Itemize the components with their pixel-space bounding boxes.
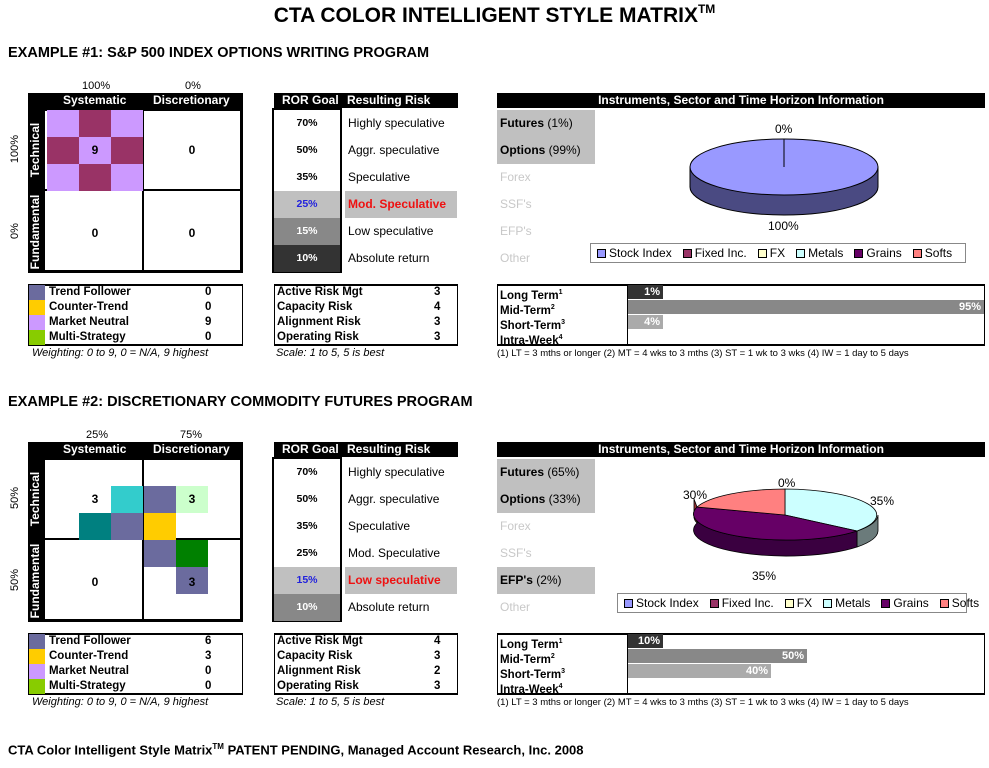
- style-matrix-header: Systematic Discretionary: [28, 442, 243, 457]
- ror-header: ROR Goal Resulting Risk: [274, 93, 458, 108]
- horizon-table: [497, 284, 985, 346]
- cell-tech-disc: 0: [188, 143, 196, 157]
- horizon-label-1: Mid-Term$^2$: [500, 653, 555, 666]
- pie1-label-top: 0%: [775, 122, 793, 136]
- risk2-label-0: Active Risk Mgt: [277, 286, 363, 298]
- inst-forex: Forex: [500, 519, 531, 533]
- inst-efp: EFP's (2%): [497, 567, 595, 594]
- risk2-label-3: Operating Risk: [277, 331, 359, 343]
- risk2-val-1: 4: [434, 301, 441, 313]
- sector-pie-1: [680, 135, 890, 220]
- horizon-bar-mid: 95%: [628, 300, 984, 314]
- risk-1: Aggr. speculative: [348, 492, 440, 506]
- inst-ssf: SSF's: [500, 546, 532, 560]
- risk2-val-2: 3: [434, 316, 441, 328]
- risk-3: Mod. Speculative: [348, 546, 441, 560]
- inst-ssf: SSF's: [500, 197, 532, 211]
- style-val-3: 0: [205, 331, 212, 343]
- inst-forex: Forex: [500, 170, 531, 184]
- cell-tech-disc: 3: [188, 492, 196, 506]
- heat-square: [79, 513, 111, 540]
- pct-technical: 100%: [9, 134, 21, 164]
- pct-systematic: 100%: [82, 80, 111, 92]
- inst-other: Other: [500, 251, 531, 265]
- risk-4: Low speculative: [348, 224, 434, 238]
- cell-tech-sys: 9: [91, 143, 99, 157]
- risk2-label-1: Capacity Risk: [277, 301, 353, 313]
- heat-square: [111, 486, 143, 513]
- style-label-1: Counter-Trend: [49, 650, 129, 662]
- risk2-label-3: Operating Risk: [277, 680, 359, 692]
- style-label-2: Market Neutral: [49, 316, 129, 328]
- pct-fundamental: 0%: [9, 223, 21, 239]
- weighting-note: Weighting: 0 to 9, 0 = N/A, 9 highest: [32, 347, 209, 359]
- sector-pie-2: [690, 485, 890, 570]
- cell-fund-sys: 0: [91, 226, 99, 240]
- horizon-footnote: (1) LT = 3 mths or longer (2) MT = 4 wks to 3 mths (3) ST = 1 wk to 3 wks (4) IW = 1 day to 5 days: [497, 348, 909, 359]
- risk2-label-2: Alignment Risk: [277, 316, 361, 328]
- inst-header: Instruments, Sector and Time Horizon Information: [497, 93, 985, 108]
- ror-25: 25%: [296, 547, 318, 559]
- heat-square: [79, 164, 111, 191]
- style-matrix-header: Systematic Discretionary: [28, 93, 243, 108]
- risk-5: Absolute return: [348, 600, 430, 614]
- pie1-label-bottom: 100%: [768, 219, 799, 233]
- risk-2: Speculative: [348, 170, 411, 184]
- ror-10: 10%: [274, 245, 340, 272]
- ror-header: ROR Goal Resulting Risk: [274, 442, 458, 457]
- pie2-legend: Stock Index Fixed Inc. FX Metals Grains Softs: [617, 593, 967, 613]
- row-technical: Technical: [28, 471, 42, 527]
- risk-0: Highly speculative: [348, 465, 445, 479]
- horizon-label-2: Short-Term$^3$: [500, 668, 566, 681]
- heat-square: [176, 540, 208, 567]
- inst-header: Instruments, Sector and Time Horizon Information: [497, 442, 985, 457]
- heat-square: [47, 110, 79, 137]
- cell-fund-disc: 3: [188, 575, 196, 589]
- risk-2: Speculative: [348, 519, 411, 533]
- risk2-label-2: Alignment Risk: [277, 665, 361, 677]
- ror-10: 10%: [274, 594, 340, 621]
- row-fundamental: Fundamental: [28, 543, 42, 619]
- horizon-label-3: Intra-Week$^4$: [500, 683, 563, 696]
- horizon-bar-short: 4%: [628, 315, 663, 329]
- swatch-trend: [29, 285, 45, 300]
- heat-square: [144, 540, 176, 567]
- example-2-heading: EXAMPLE #2: DISCRETIONARY COMMODITY FUTURES PROGRAM: [8, 394, 473, 410]
- pct-technical: 50%: [9, 486, 21, 510]
- swatch-multi: [29, 330, 45, 345]
- horizon-bar-long: 1%: [628, 285, 663, 299]
- style-val-3: 0: [205, 680, 212, 692]
- example-1-heading: EXAMPLE #1: S&P 500 INDEX OPTIONS WRITING PROGRAM: [8, 45, 430, 61]
- heat-square: [111, 110, 143, 137]
- style-label-0: Trend Follower: [49, 635, 131, 647]
- style-label-0: Trend Follower: [49, 286, 131, 298]
- risk2-val-1: 3: [434, 650, 441, 662]
- ror-column: [272, 108, 342, 273]
- ror-25: 25%: [274, 191, 340, 218]
- ror-15: 15%: [274, 567, 340, 594]
- risk2-val-2: 2: [434, 665, 441, 677]
- style-val-0: 6: [205, 635, 212, 647]
- swatch-counter: [29, 649, 45, 664]
- risk2-val-0: 3: [434, 286, 441, 298]
- scale-note: Scale: 1 to 5, 5 is best: [276, 696, 385, 708]
- risk2-val-3: 3: [434, 331, 441, 343]
- pct-fundamental: 50%: [9, 568, 21, 592]
- style-val-0: 0: [205, 286, 212, 298]
- weighting-note: Weighting: 0 to 9, 0 = N/A, 9 highest: [32, 696, 209, 708]
- swatch-multi: [29, 679, 45, 694]
- inst-futures: Futures (1%): [497, 110, 595, 137]
- horizon-label-0: Long Term$^1$: [500, 638, 563, 651]
- ror-70: 70%: [296, 466, 318, 478]
- inst-options: Options (33%): [497, 486, 595, 513]
- style-val-1: 3: [205, 650, 212, 662]
- style-label-3: Multi-Strategy: [49, 331, 126, 343]
- style-val-2: 0: [205, 665, 212, 677]
- risk-5: Absolute return: [348, 251, 430, 265]
- heat-square: [111, 513, 143, 540]
- heat-square: [79, 110, 111, 137]
- risk2-val-3: 3: [434, 680, 441, 692]
- ror-50: 50%: [296, 144, 318, 156]
- horizon-label-3: Intra-Week$^4$: [500, 334, 563, 347]
- heat-square: [111, 137, 143, 164]
- row-technical: Technical: [28, 122, 42, 178]
- horizon-label-1: Mid-Term$^2$: [500, 304, 555, 317]
- pie1-legend: Stock Index Fixed Inc. FX Metals Grains Softs: [590, 243, 966, 263]
- ror-50: 50%: [296, 493, 318, 505]
- inst-futures: Futures (65%): [497, 459, 595, 486]
- ror-35: 35%: [296, 171, 318, 183]
- horizon-footnote: (1) LT = 3 mths or longer (2) MT = 4 wks to 3 mths (3) ST = 1 wk to 3 wks (4) IW = 1 day to 5 days: [497, 697, 909, 708]
- risk2-label-0: Active Risk Mgt: [277, 635, 363, 647]
- cell-tech-sys: 3: [91, 492, 99, 506]
- footer: CTA Color Intelligent Style Matrix™ PATENT PENDING, Managed Account Research, Inc. 2008: [8, 742, 584, 758]
- inst-other: Other: [500, 600, 531, 614]
- risk-0: Highly speculative: [348, 116, 445, 130]
- cell-fund-sys: 0: [91, 575, 99, 589]
- pie2-label-left: 30%: [683, 488, 708, 502]
- pct-discretionary: 0%: [185, 80, 201, 92]
- risk-1: Aggr. speculative: [348, 143, 440, 157]
- ror-column: [272, 457, 342, 622]
- risk2-val-0: 4: [434, 635, 441, 647]
- risk2-label-1: Capacity Risk: [277, 650, 353, 662]
- heat-square: [47, 137, 79, 164]
- horizon-bar-mid: 50%: [628, 649, 807, 663]
- heat-square: [144, 513, 176, 540]
- horizon-bar-short: 40%: [628, 664, 771, 678]
- ror-35: 35%: [296, 520, 318, 532]
- pct-systematic: 25%: [86, 429, 109, 441]
- pct-discretionary: 75%: [180, 429, 203, 441]
- style-label-1: Counter-Trend: [49, 301, 129, 313]
- pie2-label-top: 0%: [778, 476, 796, 490]
- risk-3: Mod. Speculative: [345, 191, 457, 218]
- inst-efp: EFP's: [500, 224, 532, 238]
- swatch-neutral: [29, 315, 45, 330]
- risk-4: Low speculative: [345, 567, 457, 594]
- ror-70: 70%: [296, 117, 318, 129]
- swatch-counter: [29, 300, 45, 315]
- heat-square: [111, 164, 143, 191]
- horizon-label-0: Long Term$^1$: [500, 289, 563, 302]
- cell-fund-disc: 0: [188, 226, 196, 240]
- style-label-2: Market Neutral: [49, 665, 129, 677]
- heat-square: [144, 486, 176, 513]
- style-label-3: Multi-Strategy: [49, 680, 126, 692]
- swatch-neutral: [29, 664, 45, 679]
- horizon-bar-long: 10%: [628, 634, 663, 648]
- style-val-2: 9: [205, 316, 212, 328]
- scale-note: Scale: 1 to 5, 5 is best: [276, 347, 385, 359]
- horizon-label-2: Short-Term$^3$: [500, 319, 566, 332]
- swatch-trend: [29, 634, 45, 649]
- pie2-label-bottom: 35%: [752, 569, 777, 583]
- style-val-1: 0: [205, 301, 212, 313]
- inst-options: Options (99%): [497, 137, 595, 164]
- row-fundamental: Fundamental: [28, 194, 42, 270]
- page-title: CTA COLOR INTELLIGENT STYLE MATRIX™: [273, 2, 716, 27]
- ror-15: 15%: [274, 218, 340, 245]
- pie2-label-right: 35%: [870, 494, 895, 508]
- heat-square: [47, 164, 79, 191]
